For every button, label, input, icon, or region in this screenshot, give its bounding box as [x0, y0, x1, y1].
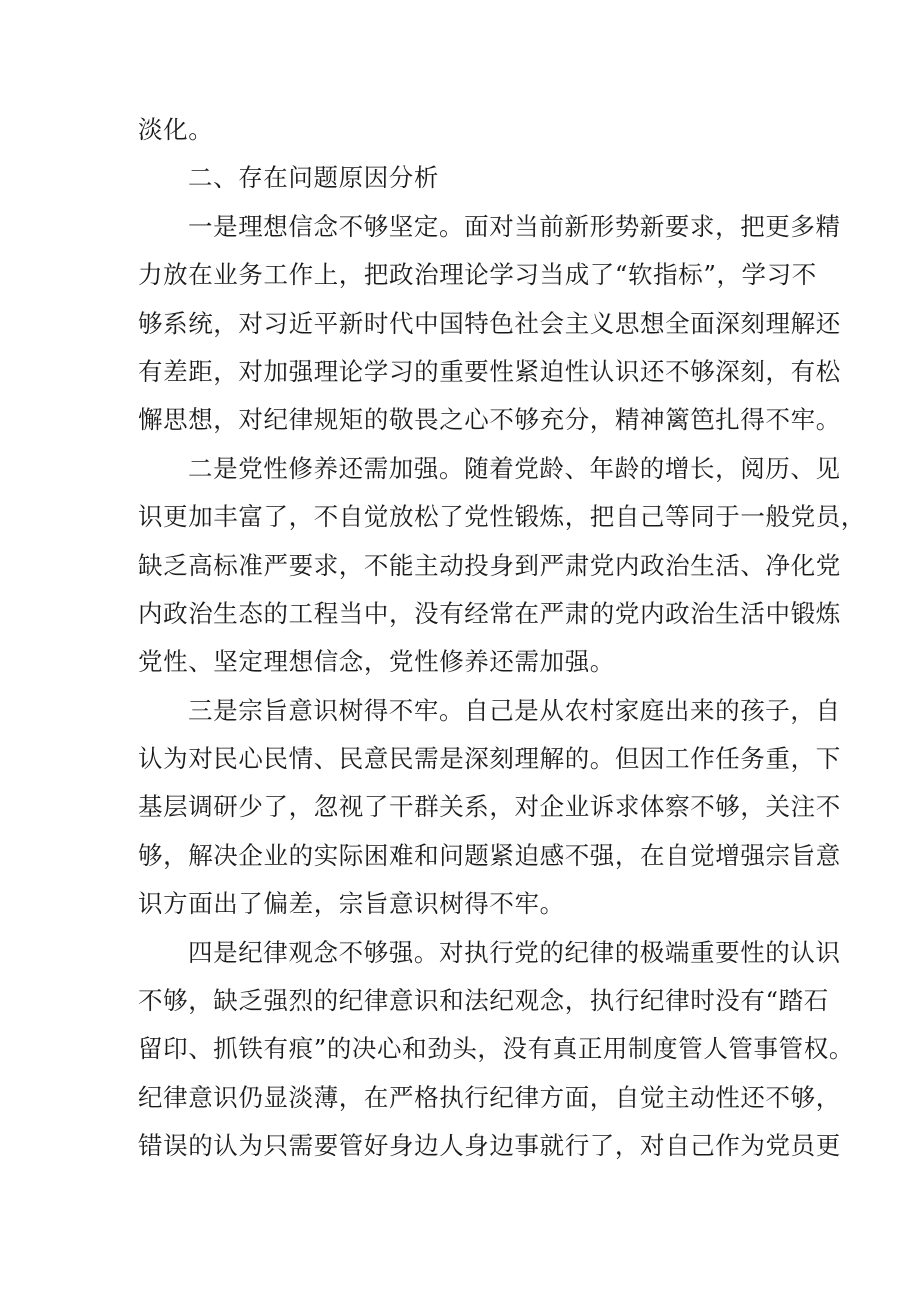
text-line: 留印、抓铁有痕”的决心和劲头，没有真正用制度管人管事管权。 [138, 1034, 854, 1064]
text-line: 有差距，对加强理论学习的重要性紧迫性认识还不够深刻，有松 [138, 356, 841, 386]
text-line: 认为对民心民情、民意民需是深刻理解的。但因工作任务重，下 [138, 744, 841, 774]
text-line: 缺乏高标准严要求，不能主动投身到严肃党内政治生活、净化党 [138, 550, 841, 580]
text-line: 纪律意识仍显淡薄，在严格执行纪律方面，自觉主动性还不够， [138, 1082, 841, 1112]
text-line: 识方面出了偏差，宗旨意识树得不牢。 [138, 889, 565, 919]
text-line: 淡化。 [138, 115, 214, 144]
text-line: 二是党性修养还需加强。随着党龄、年龄的增长，阅历、见 [188, 453, 841, 483]
text-line: 内政治生态的工程当中，没有经常在严肃的党内政治生活中锻炼 [138, 598, 841, 628]
text-line: 不够，缺乏强烈的纪律意识和法纪观念，执行纪律时没有“踏石 [138, 986, 829, 1016]
text-line: 懈思想，对纪律规矩的敬畏之心不够充分，精神篱笆扎得不牢。 [138, 405, 841, 435]
text-line: 二、存在问题原因分析 [188, 163, 439, 193]
text-line: 三是宗旨意识树得不牢。自己是从农村家庭出来的孩子，自 [188, 695, 841, 725]
text-line: 识更加丰富了，不自觉放松了党性锻炼，把自己等同于一般党员， [138, 502, 866, 532]
document-body [138, 106, 866, 1171]
text-line: 错误的认为只需要管好身边人身边事就行了，对自己作为党员更 [138, 1131, 841, 1161]
text-line: 四是纪律观念不够强。对执行党的纪律的极端重要性的认识 [188, 937, 841, 967]
text-line: 一是理想信念不够坚定。面对当前新形势新要求，把更多精 [188, 211, 841, 241]
text-line: 力放在业务工作上，把政治理论学习当成了“软指标”，学习不 [138, 260, 817, 290]
text-line: 够，解决企业的实际困难和问题紧迫感不强，在自觉增强宗旨意 [138, 840, 841, 870]
text-line: 基层调研少了，忽视了干群关系，对企业诉求体察不够，关注不 [138, 792, 841, 822]
text-line: 党性、坚定理想信念，党性修养还需加强。 [138, 647, 615, 677]
text-line: 够系统，对习近平新时代中国特色社会主义思想全面深刻理解还 [138, 308, 841, 338]
